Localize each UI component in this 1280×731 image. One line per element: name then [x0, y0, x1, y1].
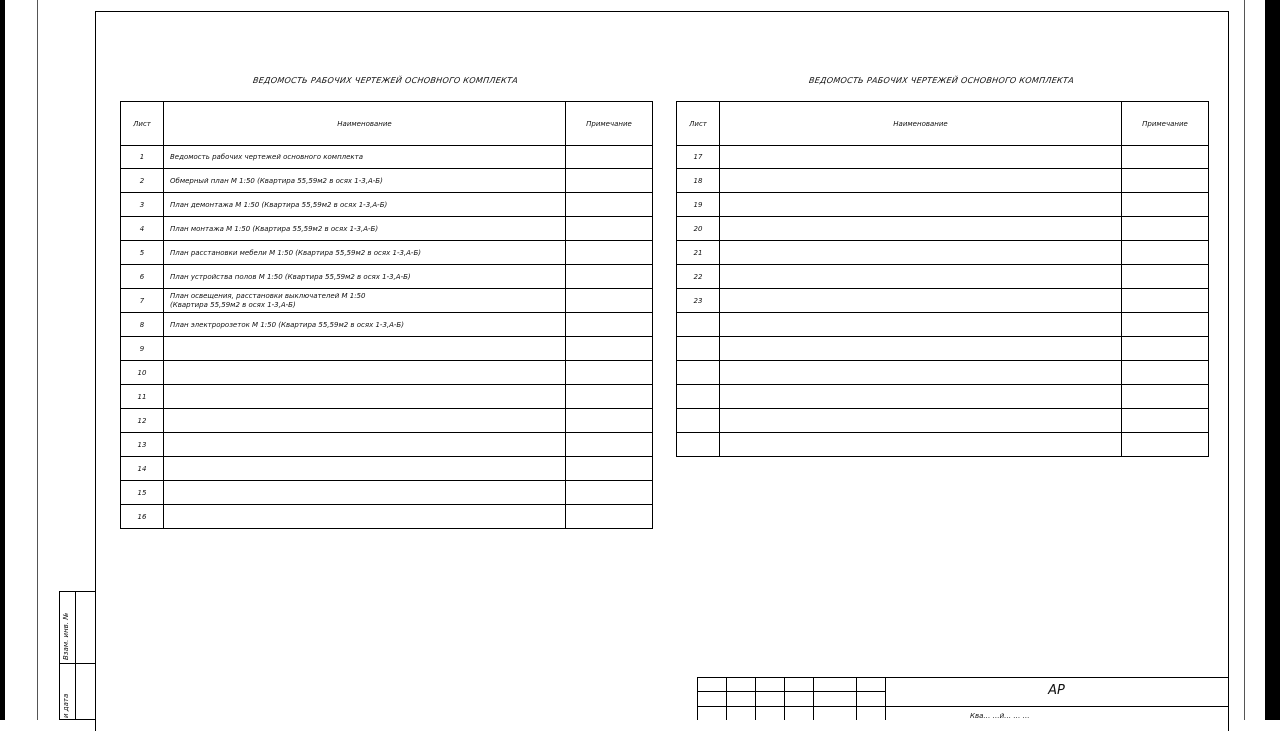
table-row: [121, 337, 653, 361]
row-sheet-number: 2: [121, 169, 164, 193]
row-sheet-number: 16: [121, 505, 164, 529]
row-name: [720, 289, 1122, 313]
header-name: Наименование: [720, 102, 1122, 146]
table-row: [121, 481, 653, 505]
row-name: План устройства полов М 1:50 (Квартира 55,59м2 в осях 1-3,А-Б): [164, 265, 566, 289]
row-note: [1122, 241, 1209, 265]
table-row: [121, 146, 653, 169]
row-name: [720, 169, 1122, 193]
row-note: [1122, 313, 1209, 337]
table-row: [677, 409, 1209, 433]
row-name: [164, 481, 566, 505]
row-note: [566, 217, 653, 241]
table-row: [677, 385, 1209, 409]
row-name: [164, 385, 566, 409]
row-sheet-number: 7: [121, 289, 164, 313]
table-row: [121, 385, 653, 409]
title-block-col-line: [726, 677, 727, 720]
row-name: [720, 217, 1122, 241]
table-row: [121, 169, 653, 193]
row-name: [720, 337, 1122, 361]
row-name: План демонтажа М 1:50 (Квартира 55,59м2 в осях 1-3,А-Б): [164, 193, 566, 217]
row-note: [566, 146, 653, 169]
left-screen-edge: [0, 0, 5, 720]
header-note: Примечание: [1122, 102, 1209, 146]
table-row: [677, 289, 1209, 313]
header-sheet: Лист: [677, 102, 720, 146]
row-sheet-number: 13: [121, 433, 164, 457]
row-note: [566, 169, 653, 193]
table-row: [121, 289, 653, 313]
row-name: Обмерный план М 1:50 (Квартира 55,59м2 в осях 1-3,А-Б): [164, 169, 566, 193]
row-name: [720, 313, 1122, 337]
row-name: [720, 361, 1122, 385]
row-sheet-number: 17: [677, 146, 720, 169]
row-sheet-number: [677, 313, 720, 337]
side-stamp-divider: [59, 663, 96, 664]
row-name: [720, 193, 1122, 217]
row-sheet-number: 6: [121, 265, 164, 289]
title-block-row-line: [697, 706, 1229, 707]
row-name: [164, 409, 566, 433]
row-note: [566, 481, 653, 505]
row-note: [566, 385, 653, 409]
table-row: [121, 409, 653, 433]
row-sheet-number: 4: [121, 217, 164, 241]
row-sheet-number: 9: [121, 337, 164, 361]
table-row: [121, 505, 653, 529]
right-sheet-table: [676, 101, 1209, 457]
row-name: [720, 265, 1122, 289]
row-note: [1122, 385, 1209, 409]
row-note: [566, 337, 653, 361]
table-row: [121, 361, 653, 385]
side-stamp-column-line: [75, 591, 76, 720]
row-sheet-number: 23: [677, 289, 720, 313]
header-sheet: Лист: [121, 102, 164, 146]
left-sheet-table: [120, 101, 653, 529]
row-name: [720, 146, 1122, 169]
left-table-title: ВЕДОМОСТЬ РАБОЧИХ ЧЕРТЕЖЕЙ ОСНОВНОГО КОМПЛЕКТА: [252, 76, 519, 85]
table-row: [677, 313, 1209, 337]
row-sheet-number: 11: [121, 385, 164, 409]
row-sheet-number: 22: [677, 265, 720, 289]
row-name: [164, 337, 566, 361]
row-note: [1122, 169, 1209, 193]
title-block-col-line: [813, 677, 814, 720]
table-row: [121, 193, 653, 217]
row-sheet-number: [677, 433, 720, 457]
row-sheet-number: [677, 337, 720, 361]
row-sheet-number: 15: [121, 481, 164, 505]
table-row: [121, 433, 653, 457]
table-row: [677, 241, 1209, 265]
row-name: [720, 385, 1122, 409]
row-note: [1122, 265, 1209, 289]
row-note: [1122, 409, 1209, 433]
row-note: [1122, 289, 1209, 313]
row-note: [1122, 433, 1209, 457]
title-block-col-line: [755, 677, 756, 720]
side-stamp-label-bottom: и дата: [62, 693, 70, 718]
row-sheet-number: [677, 385, 720, 409]
row-sheet-number: 1: [121, 146, 164, 169]
row-note: [566, 457, 653, 481]
row-name: [720, 241, 1122, 265]
row-sheet-number: 14: [121, 457, 164, 481]
row-name: [720, 409, 1122, 433]
row-sheet-number: [677, 361, 720, 385]
table-row: [121, 217, 653, 241]
table-row: [121, 457, 653, 481]
row-note: [1122, 337, 1209, 361]
row-name: План монтажа М 1:50 (Квартира 55,59м2 в осях 1-3,А-Б): [164, 217, 566, 241]
row-note: [566, 409, 653, 433]
row-name: [164, 433, 566, 457]
table-row: [677, 433, 1209, 457]
row-sheet-number: 21: [677, 241, 720, 265]
row-sheet-number: 5: [121, 241, 164, 265]
row-sheet-number: 8: [121, 313, 164, 337]
table-row: [677, 217, 1209, 241]
table-row: [677, 193, 1209, 217]
row-name-line-1: План освещения, расстановки выключателей М 1:50: [170, 291, 366, 300]
row-name-line-2: (Квартира 55,59м2 в осях 1-3,А-Б): [170, 300, 296, 309]
title-block-subtitle: Ква… …й… … …: [970, 712, 1030, 720]
row-note: [566, 505, 653, 529]
table-row: [677, 146, 1209, 169]
header-name: Наименование: [164, 102, 566, 146]
row-name: [164, 505, 566, 529]
table-header-row: [121, 102, 653, 146]
row-name: План расстановки мебели М 1:50 (Квартира 55,59м2 в осях 1-3,А-Б): [164, 241, 566, 265]
row-name: Ведомость рабочих чертежей основного комплекта: [164, 146, 566, 169]
row-sheet-number: 10: [121, 361, 164, 385]
title-block-col-line: [856, 677, 857, 720]
row-sheet-number: [677, 409, 720, 433]
row-note: [566, 433, 653, 457]
project-code: АР: [1048, 683, 1065, 698]
row-name: [720, 433, 1122, 457]
row-name: [164, 289, 566, 313]
right-screen-edge: [1265, 0, 1280, 720]
row-name: План электророзеток М 1:50 (Квартира 55,59м2 в осях 1-3,А-Б): [164, 313, 566, 337]
row-sheet-number: 20: [677, 217, 720, 241]
table-row: [121, 313, 653, 337]
table-row: [121, 241, 653, 265]
table-row: [677, 169, 1209, 193]
row-note: [566, 289, 653, 313]
row-sheet-number: 19: [677, 193, 720, 217]
row-note: [566, 265, 653, 289]
right-table-title: ВЕДОМОСТЬ РАБОЧИХ ЧЕРТЕЖЕЙ ОСНОВНОГО КОМПЛЕКТА: [808, 76, 1075, 85]
table-row: [677, 337, 1209, 361]
table-row: [677, 361, 1209, 385]
row-note: [1122, 361, 1209, 385]
side-stamp-label-top: Взам. инв. №: [62, 612, 70, 660]
row-note: [1122, 217, 1209, 241]
header-note: Примечание: [566, 102, 653, 146]
row-note: [1122, 146, 1209, 169]
table-row: [121, 265, 653, 289]
row-note: [566, 193, 653, 217]
row-note: [566, 313, 653, 337]
row-note: [566, 241, 653, 265]
row-note: [566, 361, 653, 385]
title-block-col-line: [784, 677, 785, 720]
row-name: [164, 361, 566, 385]
row-note: [1122, 193, 1209, 217]
row-name: [164, 457, 566, 481]
table-row: [677, 265, 1209, 289]
row-sheet-number: 12: [121, 409, 164, 433]
row-sheet-number: 18: [677, 169, 720, 193]
table-header-row: [677, 102, 1209, 146]
row-sheet-number: 3: [121, 193, 164, 217]
